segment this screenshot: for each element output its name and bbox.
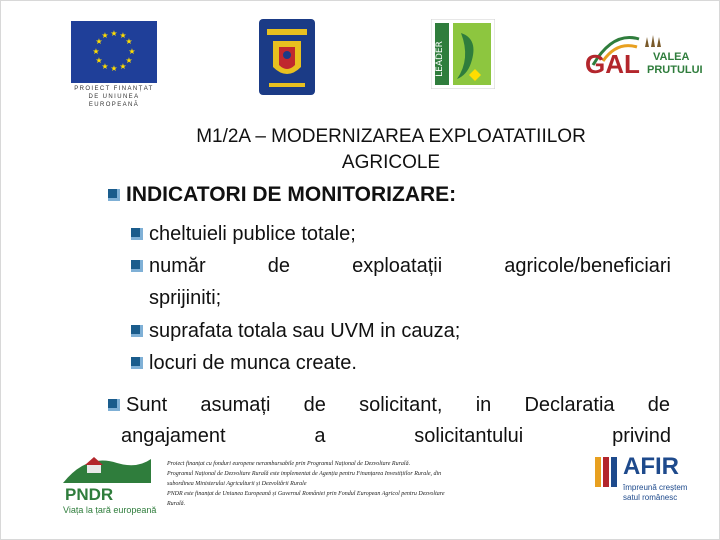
afir-logo (593, 449, 693, 513)
svg-text:★: ★ (101, 31, 109, 40)
svg-text:★: ★ (95, 37, 103, 46)
bullet-icon (131, 260, 143, 272)
bullet-icon (131, 228, 143, 240)
eu-flag-icon (71, 21, 157, 83)
afir-tagline-1: împreună creștem (623, 483, 688, 492)
eu-caption: PROIECT FINANȚAT DE UNIUNEA EUROPEANĂ (74, 86, 154, 108)
gal-text: GAL (585, 49, 640, 79)
eu-logo (71, 21, 157, 107)
romanian-government-logo (259, 19, 315, 95)
svg-text:LEADER: LEADER (435, 41, 445, 77)
pndr-tagline: Viața la țară europeană (63, 505, 157, 515)
afir-label: AFIR (623, 453, 679, 480)
list-item: locuri de munca create. (131, 349, 357, 377)
svg-text:★: ★ (92, 47, 100, 56)
bullet-icon (131, 357, 143, 369)
list-item: număr de exploatații agricole/beneficiari (131, 252, 671, 280)
list-item-continuation: sprijiniti; (149, 287, 222, 309)
svg-text:★: ★ (101, 62, 109, 71)
paragraph-line-1: Sunt asumați de solicitant, in Declaratia de (108, 391, 670, 419)
svg-text:★: ★ (110, 64, 118, 73)
leader-logo (431, 19, 495, 89)
svg-text:★: ★ (95, 56, 103, 65)
bullet-icon (108, 399, 120, 411)
svg-text:★: ★ (128, 47, 136, 56)
title-line-1: M1/2A – MODERNIZAREA EXPLOATATIILOR (196, 126, 586, 147)
svg-text:★: ★ (110, 29, 118, 38)
paragraph-line-2: angajament a solicitantului privind (121, 425, 671, 447)
pndr-label: PNDR (65, 485, 114, 504)
svg-text:★: ★ (119, 31, 127, 40)
bullet-icon (131, 325, 143, 337)
monitoring-heading: INDICATORI DE MONITORIZARE: (108, 181, 456, 209)
funding-note: Proiect finanțat cu fonduri europene nerambursabile prin Programul Național de Dezvoltare Rurală. Programul Național de Dezvoltare Rurală este implementat de Agenția pentru Finanțarea Investițiilor Rurale, din subordinea Ministerului Agriculturii și Dezvoltării Rurale PNDR este finanțat de Uniunea Europeană și Guvernul României prin Fondul European Agricol pentru Dezvoltare Rurală. (167, 461, 445, 507)
gal-sub-1: VALEA (653, 51, 690, 63)
svg-text:★: ★ (125, 56, 133, 65)
slide-title (111, 124, 671, 176)
afir-tagline-2: satul românesc (623, 493, 678, 502)
bullet-icon (108, 189, 120, 201)
svg-text:★: ★ (125, 37, 133, 46)
gal-valea-prutului-logo (583, 29, 703, 89)
svg-text:★: ★ (119, 62, 127, 71)
gal-sub-2: PRUTULUI (647, 64, 703, 76)
list-item: suprafata totala sau UVM in cauza; (131, 317, 460, 345)
pndr-logo (57, 449, 157, 515)
title-line-2: AGRICOLE (341, 152, 441, 173)
footer (57, 449, 688, 517)
list-item: cheltuieli publice totale; (131, 220, 356, 248)
